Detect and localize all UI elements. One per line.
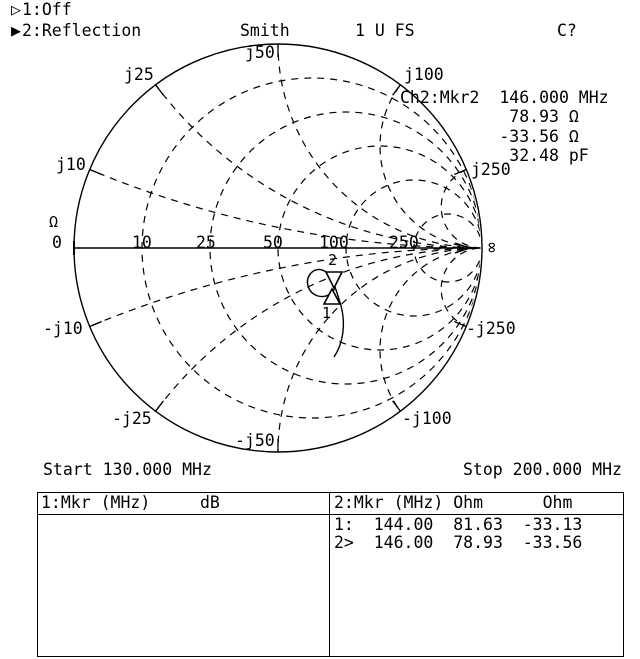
infinity-label: ∞ [481, 242, 502, 253]
cal-status: C? [557, 21, 577, 40]
marker2-number: 2 [328, 251, 338, 269]
axis-label: 0 [52, 233, 62, 252]
axis-label: 10 [132, 233, 152, 252]
table-divider [329, 493, 330, 656]
reactance-label: -j25 [112, 409, 152, 428]
marker-readout-line3: -33.56 Ω [400, 127, 579, 146]
axis-label: 25 [196, 233, 216, 252]
ch2-table-row: 2> 146.00 78.93 -33.56 [334, 533, 583, 552]
ch2-table-header: 2:Mkr (MHz) Ohm Ohm [334, 493, 573, 512]
reactance-label: -j250 [466, 319, 516, 338]
marker1-number: 1 [322, 304, 332, 322]
format-label: Smith [240, 21, 290, 40]
reactance-label: j25 [124, 65, 154, 84]
marker2-symbol [326, 272, 342, 288]
axis-label: 100 [319, 233, 349, 252]
channel1-indicator-icon: ▷ [11, 0, 21, 19]
reactance-label: -j10 [43, 319, 83, 338]
scale-label: 1 U FS [355, 21, 415, 40]
reactance-label: -j50 [235, 431, 275, 450]
axis-label: 50 [263, 233, 283, 252]
reactance-label: j10 [56, 155, 86, 174]
marker-table [37, 492, 624, 657]
channel1-status: 1:Off [22, 0, 72, 19]
ohm-symbol: Ω [49, 213, 59, 231]
channel2-status: 2:Reflection [22, 21, 142, 40]
channel2-indicator-icon: ▶ [11, 21, 21, 40]
stop-freq-label: Stop 200.000 MHz [463, 460, 622, 479]
reactance-label: j50 [245, 43, 275, 62]
start-freq-label: Start 130.000 MHz [43, 460, 212, 479]
marker-readout-line1: Ch2:Mkr2 146.000 MHz [400, 88, 609, 107]
reactance-label: j250 [471, 160, 511, 179]
ch2-table-row: 1: 144.00 81.63 -33.13 [334, 515, 583, 534]
ch1-table-header: 1:Mkr (MHz) dB [41, 493, 220, 512]
reactance-label: j100 [404, 65, 444, 84]
reactance-label: -j100 [402, 409, 452, 428]
marker-readout-line4: 32.48 pF [400, 146, 589, 165]
marker-readout-line2: 78.93 Ω [400, 107, 579, 126]
axis-label: 250 [389, 233, 419, 252]
